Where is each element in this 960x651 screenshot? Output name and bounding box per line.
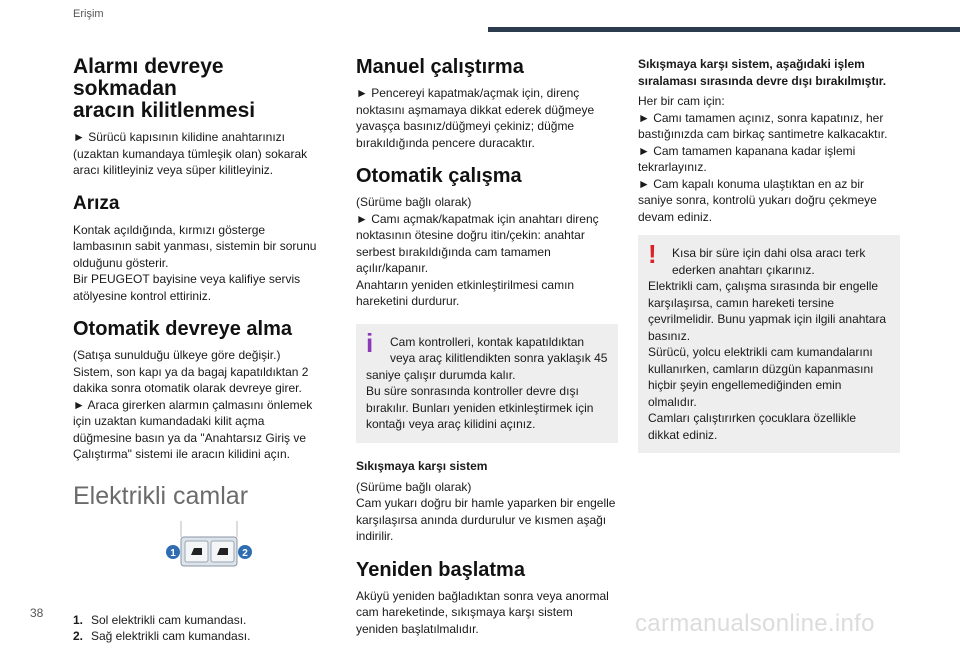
para-alarm-lock: ► Sürücü kapısının kilidine anahtarınızı (uzaktan kumandaya tümleşik olan) sokarak aracı kilitleyiniz veya süper kilitleyiniz. (73, 130, 308, 177)
header-bar (488, 27, 960, 32)
switch-list (73, 612, 321, 644)
heading-ariza: Arıza (73, 192, 120, 214)
window-switch-illustration (73, 521, 321, 606)
column-3 (638, 56, 900, 469)
badge-2 (238, 545, 252, 559)
window-switch-diagram (73, 521, 321, 606)
column-2 (356, 56, 618, 651)
info-note: i Cam kontrolleri, kontak kapatıldıktan veya araç kilitlendikten sonra yaklaşık 45 saniye çalışır durumda kalır. Bu süre sonrasında kontroller devre dışı bırakılır. Bunları yeniden etkinleştirmek için kontağı veya araç kilidini açınız. (356, 324, 618, 443)
badge-1 (166, 545, 180, 559)
para-sikisma-bold: Sıkışmaya karşı sistem, aşağıdaki işlem sıralaması sırasında devre dışı bırakılmıştır. (638, 57, 887, 88)
list-item: 2. Sağ elektrikli cam kumandası. (73, 628, 251, 643)
list-item: 1. Sol elektrikli cam kumandası. (73, 612, 247, 627)
heading-sikisma: Sıkışmaya karşı sistem (356, 458, 488, 473)
section-title: Erişim (73, 8, 104, 20)
para-steps: Her bir cam için: ► Camı tamamen açınız, sonra kapatınız, her bastığınızda cam birkaç santimetre kalkacaktır. ► Cam tamamen kapanana kadar işlemi tekrarlayınız. ► Cam kapalı konuma ulaştıktan en az bir saniye sonra, kontrolü yukarı doğru çekmeye devam ediniz. (638, 94, 888, 224)
heading-manuel: Manuel çalıştırma (356, 56, 524, 78)
para-otomatik-calisma: (Sürüme bağlı olarak) ► Camı açmak/kapatmak için anahtarı direnç noktasının ötesine doğru itin/çekin: anahtar serbest bırakıldığında cam tamamen açılır/kapanır. Anahtarın yeniden etkinleştirilmesi camın hareketini durdurur. (356, 195, 599, 308)
para-ariza: Kontak açıldığında, kırmızı gösterge lambasının sabit yanması, sistemin bir sorunu olduğunu gösterir. Bir PEUGEOT bayisine veya kalifiye servis atölyesine kontrol ettiriniz. (73, 222, 317, 303)
heading-alarm-lock: Alarmı devreye sokmadan aracın kilitlenmesi (73, 55, 256, 122)
column-1 (73, 56, 321, 644)
para-manuel: ► Pencereyi kapatmak/açmak için, direnç noktasını aşmamaya dikkat ederek düğmeye yavaşça basınız/düğmeyi çekiniz; düğme bırakıldığında pencere duracaktır. (356, 86, 595, 150)
svg-text:2: 2 (242, 547, 248, 559)
warning-note: ! Kısa bir süre için dahi olsa aracı terk ederken anahtarı çıkarınız. Elektrikli cam, çalışma sırasında bir engelle karşılaşırsa, camın hareketi tersine çevrilmelidir. Bunu yapmak için ilgili anahtara basınız. Sürücü, yolcu elektrikli cam kumandalarını kullanırken, camların düzgün kapanmasını hiçbir şeyin engellemediğinden emin olmalıdır. Camları çalıştırırken çocuklara özellikle dikkat ediniz. (638, 235, 900, 453)
para-yeniden: Aküyü yeniden bağladıktan sonra veya anormal cam hareketinde, sıkışmaya karşı sistem yeniden başlatılmalıdır. (356, 588, 609, 636)
heading-otomatik-calisma: Otomatik çalışma (356, 165, 522, 187)
para-sikisma: (Sürüme bağlı olarak) Cam yukarı doğru bir hamle yaparken bir engelle karşılaşırsa anında durdurulur ve kısmen aşağı indirilir. (356, 479, 616, 543)
heading-otomatik-devreye: Otomatik devreye alma (73, 318, 292, 340)
heading-elektrikli-camlar: Elektrikli camlar (73, 481, 249, 510)
warning-icon: ! (648, 239, 657, 269)
info-icon: i (366, 327, 374, 358)
page-number: 38 (30, 606, 44, 620)
svg-text:1: 1 (170, 547, 176, 559)
watermark: carmanualsonline.info (635, 610, 875, 637)
para-otomatik-devreye: (Satışa sunulduğu ülkeye göre değişir.) Sistem, son kapı ya da bagaj kapatıldıktan 2 dakika sonra otomatik olarak devreye girer. ► Araca girerken alarmın çalmasını önlemek için uzaktan kumandadaki kilit açma düğmesine basın ya da "Anahtarsız Giriş ve Çalıştırma" sistemi ile aracın kilidini açın. (73, 348, 313, 461)
heading-yeniden: Yeniden başlatma (356, 558, 525, 581)
